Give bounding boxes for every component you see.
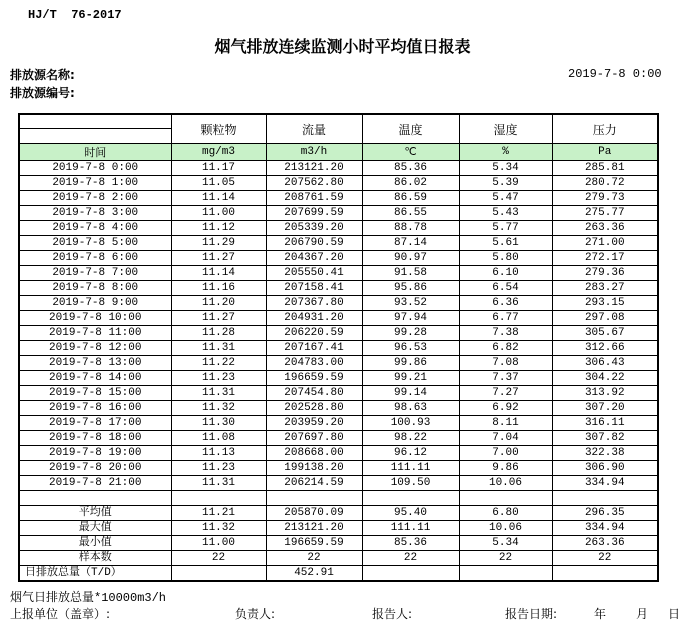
cell-value	[171, 491, 266, 506]
split-cell-bottom	[20, 129, 171, 143]
cell-value: 9.86	[459, 461, 552, 476]
cell-value: 6.36	[459, 296, 552, 311]
cell-value: 22	[552, 551, 658, 566]
cell-value: 95.40	[362, 506, 459, 521]
cell-value: 207699.59	[266, 206, 362, 221]
cell-value: 5.43	[459, 206, 552, 221]
standard-code: HJ/T 76-2017	[28, 8, 122, 22]
report-date-label: 报告日期:	[505, 607, 558, 621]
cell-time-label: 2019-7-8 5:00	[19, 236, 171, 251]
cell-time-label: 2019-7-8 7:00	[19, 266, 171, 281]
cell-time-label: 2019-7-8 21:00	[19, 476, 171, 491]
cell-value: 11.27	[171, 251, 266, 266]
cell-value: 5.39	[459, 176, 552, 191]
col-header-temperature: 温度	[362, 114, 459, 144]
data-row	[19, 476, 658, 491]
cell-value: 304.22	[552, 371, 658, 386]
cell-value: 96.53	[362, 341, 459, 356]
cell-value: 111.11	[362, 461, 459, 476]
cell-value: 322.38	[552, 446, 658, 461]
cell-value: 6.54	[459, 281, 552, 296]
cell-value: 196659.59	[266, 536, 362, 551]
cell-value: 91.58	[362, 266, 459, 281]
cell-time-label: 2019-7-8 20:00	[19, 461, 171, 476]
cell-value: 11.31	[171, 476, 266, 491]
data-row	[19, 416, 658, 431]
cell-time-label: 2019-7-8 1:00	[19, 176, 171, 191]
page-title: 烟气排放连续监测小时平均值日报表	[214, 37, 471, 56]
cell-time-label: 2019-7-8 17:00	[19, 416, 171, 431]
data-row	[19, 236, 658, 251]
col-header-particulate: 颗粒物	[171, 114, 266, 144]
summary-row	[19, 536, 658, 551]
cell-value: 207158.41	[266, 281, 362, 296]
year-label: 年	[594, 607, 607, 621]
cell-value: 205550.41	[266, 266, 362, 281]
cell-value: 95.86	[362, 281, 459, 296]
cell-value: 283.27	[552, 281, 658, 296]
unit-humidity: %	[459, 144, 552, 161]
cell-time-label: 2019-7-8 6:00	[19, 251, 171, 266]
cell-time-label: 2019-7-8 2:00	[19, 191, 171, 206]
cell-value: 7.27	[459, 386, 552, 401]
cell-time-label: 平均值	[19, 506, 171, 521]
data-row	[19, 296, 658, 311]
cell-value: 275.77	[552, 206, 658, 221]
reporter-label: 报告人:	[372, 607, 413, 621]
data-row	[19, 326, 658, 341]
cell-time-label: 最小值	[19, 536, 171, 551]
cell-time-label: 2019-7-8 8:00	[19, 281, 171, 296]
cell-time-label: 2019-7-8 19:00	[19, 446, 171, 461]
cell-value: 204931.20	[266, 311, 362, 326]
cell-value: 11.20	[171, 296, 266, 311]
cell-value: 307.20	[552, 401, 658, 416]
cell-value: 279.73	[552, 191, 658, 206]
cell-value: 11.17	[171, 161, 266, 176]
cell-value: 280.72	[552, 176, 658, 191]
unit-particulate: mg/m3	[171, 144, 266, 161]
data-row	[19, 191, 658, 206]
cell-value: 11.13	[171, 446, 266, 461]
cell-value: 452.91	[266, 566, 362, 582]
cell-value	[362, 491, 459, 506]
cell-value: 213121.20	[266, 161, 362, 176]
cell-value: 11.00	[171, 206, 266, 221]
col-header-humidity: 湿度	[459, 114, 552, 144]
cell-value: 296.35	[552, 506, 658, 521]
cell-time-label: 2019-7-8 10:00	[19, 311, 171, 326]
pollutant-header-row	[19, 114, 658, 144]
cell-value: 5.77	[459, 221, 552, 236]
data-row	[19, 431, 658, 446]
cell-time-label: 2019-7-8 18:00	[19, 431, 171, 446]
cell-value: 93.52	[362, 296, 459, 311]
cell-time-label	[19, 491, 171, 506]
cell-value: 10.06	[459, 521, 552, 536]
cell-time-label: 2019-7-8 11:00	[19, 326, 171, 341]
cell-value: 297.08	[552, 311, 658, 326]
cell-value: 7.08	[459, 356, 552, 371]
cell-value: 11.08	[171, 431, 266, 446]
cell-value: 22	[266, 551, 362, 566]
data-row	[19, 356, 658, 371]
cell-value: 11.14	[171, 191, 266, 206]
cell-value: 11.31	[171, 341, 266, 356]
cell-value: 206220.59	[266, 326, 362, 341]
cell-value: 6.80	[459, 506, 552, 521]
cell-value: 10.06	[459, 476, 552, 491]
cell-value: 90.97	[362, 251, 459, 266]
data-row	[19, 266, 658, 281]
cell-time-label: 2019-7-8 0:00	[19, 161, 171, 176]
cell-value: 6.92	[459, 401, 552, 416]
cell-value: 86.59	[362, 191, 459, 206]
cell-value: 11.32	[171, 401, 266, 416]
cell-value: 11.31	[171, 386, 266, 401]
cell-value: 11.21	[171, 506, 266, 521]
cell-value: 6.82	[459, 341, 552, 356]
cell-value: 196659.59	[266, 371, 362, 386]
cell-value: 11.12	[171, 221, 266, 236]
cell-value: 207454.80	[266, 386, 362, 401]
cell-time-label: 2019-7-8 9:00	[19, 296, 171, 311]
cell-value: 86.55	[362, 206, 459, 221]
cell-value: 99.86	[362, 356, 459, 371]
cell-value: 203959.20	[266, 416, 362, 431]
hourly-average-table	[18, 113, 659, 582]
cell-value: 86.02	[362, 176, 459, 191]
cell-value: 7.04	[459, 431, 552, 446]
table-body	[19, 161, 658, 582]
unit-temperature: ℃	[362, 144, 459, 161]
cell-value: 205339.20	[266, 221, 362, 236]
day-label: 日	[668, 607, 681, 621]
cell-value: 5.34	[459, 161, 552, 176]
cell-value: 207367.80	[266, 296, 362, 311]
cell-value: 334.94	[552, 521, 658, 536]
cell-value: 22	[362, 551, 459, 566]
cell-value: 87.14	[362, 236, 459, 251]
cell-value: 99.14	[362, 386, 459, 401]
cell-value: 11.32	[171, 521, 266, 536]
cell-time-label: 日排放总量（T/D）	[19, 566, 171, 582]
cell-value: 207562.80	[266, 176, 362, 191]
cell-value: 316.11	[552, 416, 658, 431]
cell-value: 306.43	[552, 356, 658, 371]
cell-value: 7.38	[459, 326, 552, 341]
cell-value: 7.37	[459, 371, 552, 386]
cell-time-label: 2019-7-8 16:00	[19, 401, 171, 416]
cell-value: 305.67	[552, 326, 658, 341]
cell-value: 109.50	[362, 476, 459, 491]
time-header: 时间	[19, 144, 171, 161]
cell-value: 5.34	[459, 536, 552, 551]
cell-value: 8.11	[459, 416, 552, 431]
cell-value: 96.12	[362, 446, 459, 461]
data-row	[19, 341, 658, 356]
cell-value: 206790.59	[266, 236, 362, 251]
split-cell-top	[20, 115, 171, 129]
data-row	[19, 311, 658, 326]
cell-value: 22	[459, 551, 552, 566]
cell-value: 100.93	[362, 416, 459, 431]
cell-value: 207167.41	[266, 341, 362, 356]
cell-value: 11.22	[171, 356, 266, 371]
cell-value: 11.23	[171, 461, 266, 476]
cell-value: 99.21	[362, 371, 459, 386]
cell-value: 11.29	[171, 236, 266, 251]
total-emission-note: 烟气日排放总量*10000m3/h	[10, 591, 167, 605]
cell-value: 5.47	[459, 191, 552, 206]
source-id-label: 排放源编号:	[10, 86, 75, 100]
cell-value: 11.16	[171, 281, 266, 296]
month-label: 月	[636, 607, 649, 621]
data-row	[19, 371, 658, 386]
data-row	[19, 176, 658, 191]
cell-value: 98.63	[362, 401, 459, 416]
col-header-pressure: 压力	[552, 114, 658, 144]
cell-value: 11.14	[171, 266, 266, 281]
cell-value: 207697.80	[266, 431, 362, 446]
cell-value: 205870.09	[266, 506, 362, 521]
responsible-person-label: 负责人:	[235, 607, 276, 621]
data-row	[19, 461, 658, 476]
cell-value: 199138.20	[266, 461, 362, 476]
unit-pressure: Pa	[552, 144, 658, 161]
cell-value: 307.82	[552, 431, 658, 446]
cell-value: 5.61	[459, 236, 552, 251]
report-unit-label: 上报单位（盖章）:	[10, 607, 111, 621]
data-row	[19, 206, 658, 221]
cell-value: 313.92	[552, 386, 658, 401]
cell-time-label: 2019-7-8 4:00	[19, 221, 171, 236]
cell-value: 293.15	[552, 296, 658, 311]
cell-value: 213121.20	[266, 521, 362, 536]
source-meta	[10, 66, 75, 102]
cell-value: 208761.59	[266, 191, 362, 206]
data-row	[19, 386, 658, 401]
cell-value: 272.17	[552, 251, 658, 266]
cell-value: 22	[171, 551, 266, 566]
cell-value: 11.30	[171, 416, 266, 431]
source-name-label: 排放源名称:	[10, 68, 75, 82]
data-row	[19, 251, 658, 266]
cell-value: 271.00	[552, 236, 658, 251]
cell-value: 88.78	[362, 221, 459, 236]
cell-value: 208668.00	[266, 446, 362, 461]
cell-value: 5.80	[459, 251, 552, 266]
cell-value: 306.90	[552, 461, 658, 476]
data-row	[19, 401, 658, 416]
cell-value: 98.22	[362, 431, 459, 446]
cell-value	[552, 491, 658, 506]
cell-value: 111.11	[362, 521, 459, 536]
cell-value: 6.77	[459, 311, 552, 326]
cell-value	[266, 491, 362, 506]
cell-time-label: 2019-7-8 13:00	[19, 356, 171, 371]
cell-value: 6.10	[459, 266, 552, 281]
summary-row	[19, 551, 658, 566]
cell-time-label: 样本数	[19, 551, 171, 566]
cell-time-label: 最大值	[19, 521, 171, 536]
cell-value: 334.94	[552, 476, 658, 491]
cell-time-label: 2019-7-8 14:00	[19, 371, 171, 386]
cell-value: 85.36	[362, 536, 459, 551]
cell-value: 263.36	[552, 221, 658, 236]
cell-value: 11.28	[171, 326, 266, 341]
col-header-flow: 流量	[266, 114, 362, 144]
cell-time-label: 2019-7-8 3:00	[19, 206, 171, 221]
units-header-row	[19, 144, 658, 161]
cell-value: 279.36	[552, 266, 658, 281]
cell-value: 263.36	[552, 536, 658, 551]
summary-row	[19, 506, 658, 521]
footer	[0, 578, 685, 635]
cell-value: 204367.20	[266, 251, 362, 266]
cell-value: 206214.59	[266, 476, 362, 491]
cell-time-label: 2019-7-8 15:00	[19, 386, 171, 401]
spacer-row	[19, 491, 658, 506]
cell-value: 11.23	[171, 371, 266, 386]
cell-value: 99.28	[362, 326, 459, 341]
cell-time-label: 2019-7-8 12:00	[19, 341, 171, 356]
cell-value	[459, 491, 552, 506]
time-header-split-cell	[19, 114, 171, 144]
data-row	[19, 281, 658, 296]
cell-value: 285.81	[552, 161, 658, 176]
unit-flow: m3/h	[266, 144, 362, 161]
cell-value: 204783.00	[266, 356, 362, 371]
cell-value: 11.00	[171, 536, 266, 551]
cell-value: 97.94	[362, 311, 459, 326]
report-datetime: 2019-7-8 0:00	[568, 67, 662, 81]
cell-value: 11.05	[171, 176, 266, 191]
data-row	[19, 221, 658, 236]
data-row	[19, 161, 658, 176]
cell-value: 11.27	[171, 311, 266, 326]
cell-value: 7.00	[459, 446, 552, 461]
cell-value: 312.66	[552, 341, 658, 356]
cell-value: 202528.80	[266, 401, 362, 416]
cell-value: 85.36	[362, 161, 459, 176]
summary-row	[19, 521, 658, 536]
data-row	[19, 446, 658, 461]
